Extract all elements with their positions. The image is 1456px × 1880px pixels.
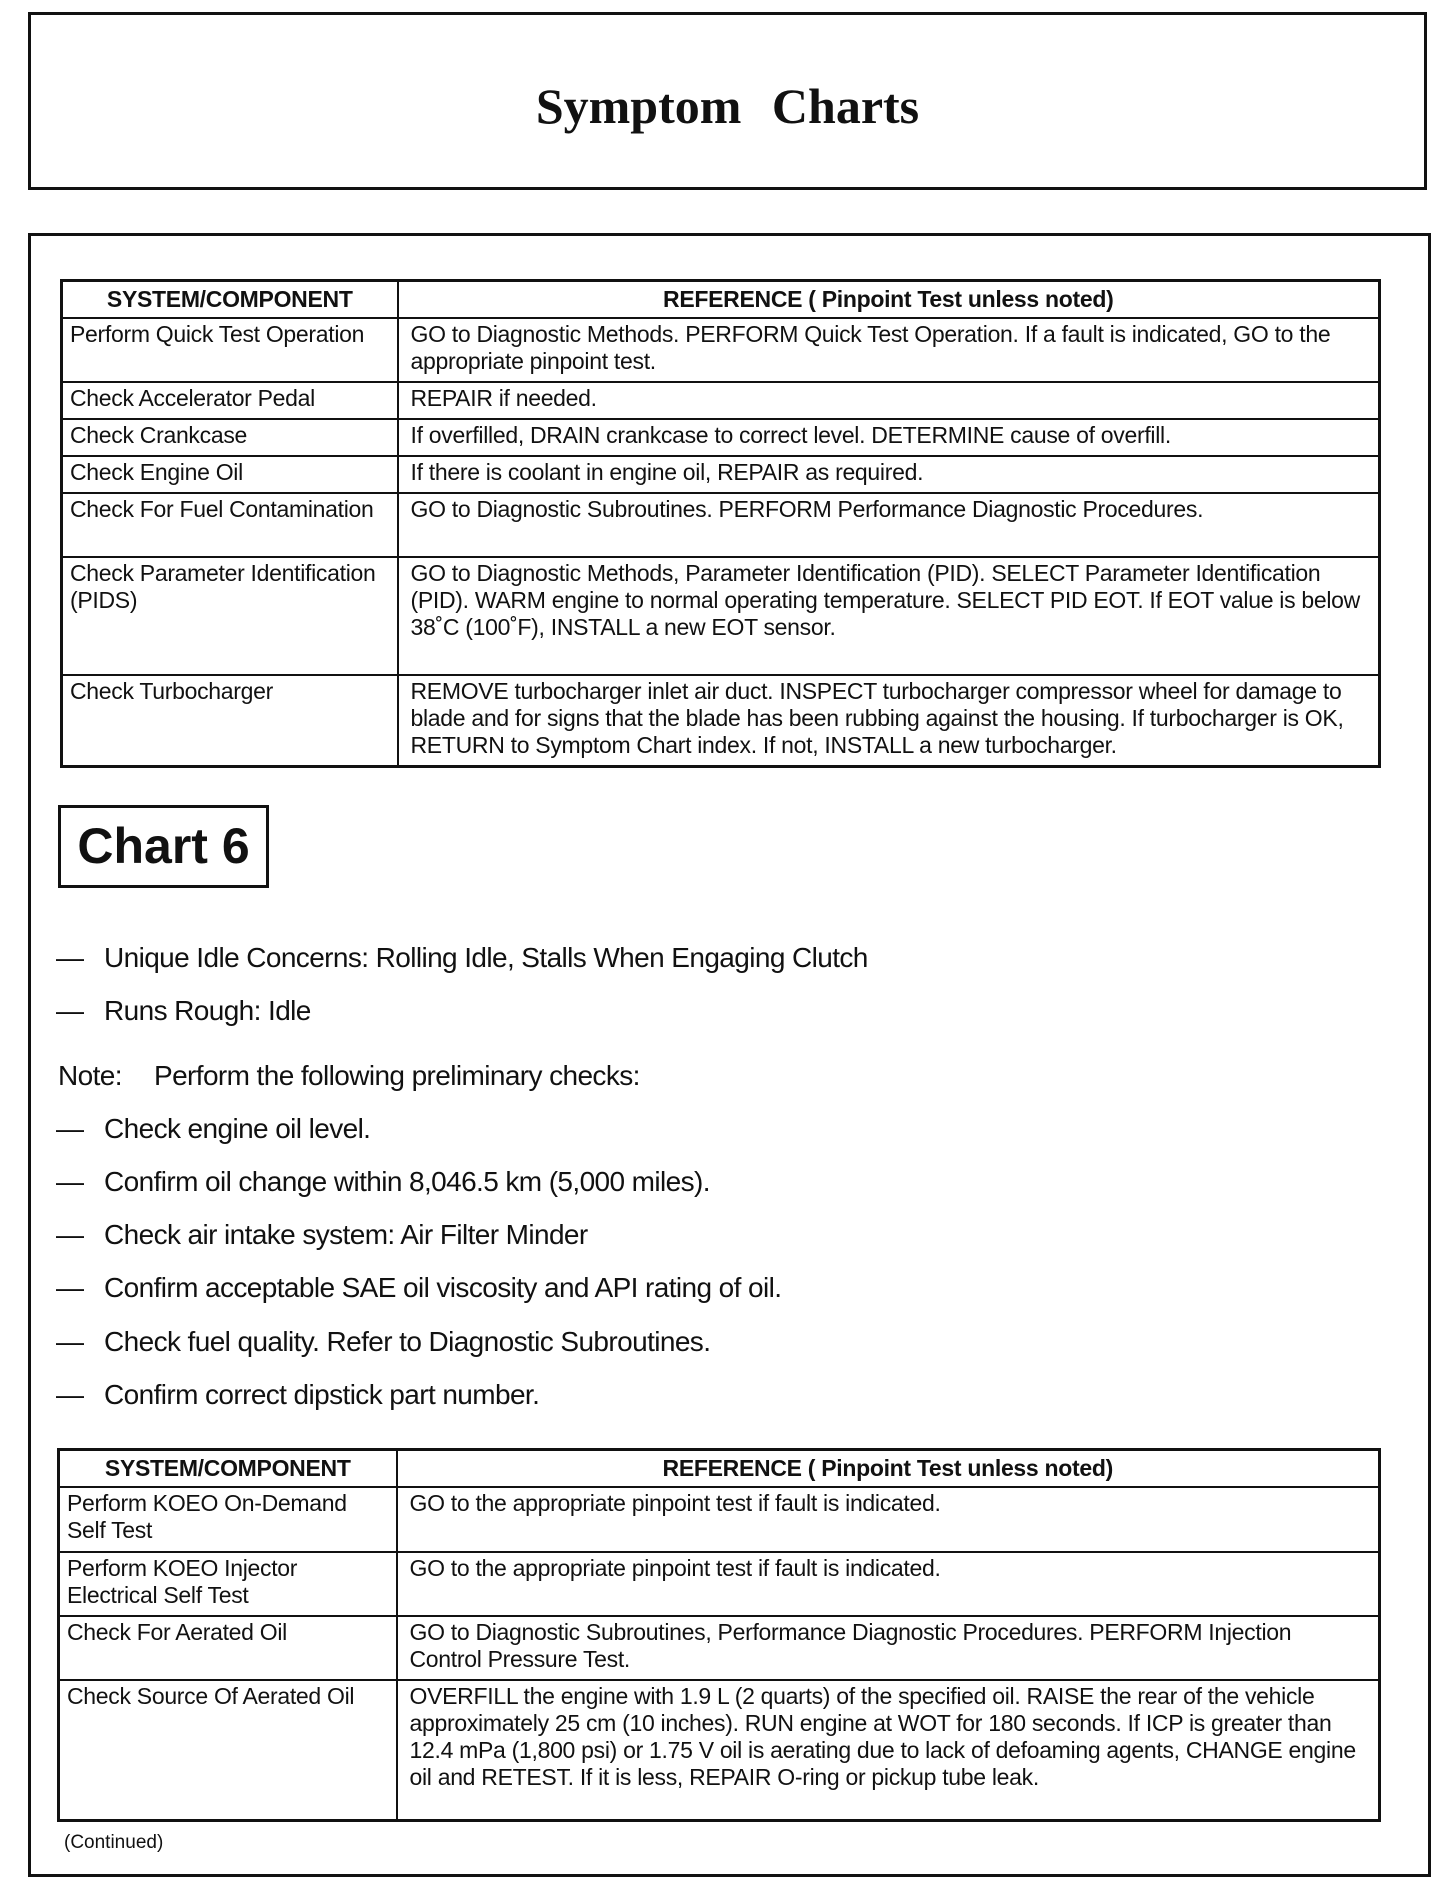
reference-cell: GO to Diagnostic Methods, Parameter Identification (PID). SELECT Parameter Identification (PID). WARM engine to normal operating temperature. SELECT PID EOT. If EOT value is below 38˚C (100˚F), INSTALL a new EOT sensor. [398,557,1380,675]
system-cell: Check Turbocharger [62,675,398,767]
system-cell: Check Source Of Aerated Oil [59,1680,397,1821]
symptom-text: Unique Idle Concerns: Rolling Idle, Stalls When Engaging Clutch [104,942,868,973]
table-row [62,419,1380,456]
table-row [62,456,1380,493]
table-row [59,1616,1380,1680]
symptom-item [56,995,311,1027]
check-item [56,1326,710,1358]
table-row [62,675,1380,767]
dash-bullet: — [56,1113,84,1144]
reference-cell: GO to Diagnostic Subroutines. PERFORM Performance Diagnostic Procedures. [398,493,1380,557]
system-cell: Check For Fuel Contamination [62,493,398,557]
system-cell: Check Crankcase [62,419,398,456]
table-row [62,557,1380,675]
check-text: Confirm correct dipstick part number. [104,1379,540,1410]
check-text: Confirm acceptable SAE oil viscosity and API rating of oil. [104,1272,782,1303]
dash-bullet: — [56,1326,84,1357]
check-item [56,1166,710,1198]
check-text: Check engine oil level. [104,1113,371,1144]
symptom-item [56,942,868,974]
dash-bullet: — [56,1379,84,1410]
table-row [59,1680,1380,1821]
system-cell: Perform KOEO Injector Electrical Self Test [59,1552,397,1616]
dash-bullet: — [56,1219,84,1250]
column-header-system: SYSTEM/COMPONENT [62,281,398,318]
check-item [56,1219,588,1251]
page-header-box [28,12,1427,190]
reference-cell: If overfilled, DRAIN crankcase to correct level. DETERMINE cause of overfill. [398,419,1380,456]
symptom-table-2 [57,1448,1381,1822]
chart-6-title: Chart 6 [58,805,269,888]
table-row [59,1552,1380,1616]
dash-bullet: — [56,1166,84,1197]
reference-cell: GO to Diagnostic Methods. PERFORM Quick Test Operation. If a fault is indicated, GO to the appropriate pinpoint test. [398,318,1380,382]
system-cell: Check Accelerator Pedal [62,382,398,419]
system-cell: Perform KOEO On-Demand Self Test [59,1487,397,1552]
note-label: Note: [58,1060,122,1091]
reference-cell: REPAIR if needed. [398,382,1380,419]
check-text: Check air intake system: Air Filter Minder [104,1219,588,1250]
system-cell: Check Parameter Identification (PIDS) [62,557,398,675]
table-row [62,493,1380,557]
table-row [62,382,1380,419]
reference-cell: GO to Diagnostic Subroutines, Performance Diagnostic Procedures. PERFORM Injection Control Pressure Test. [397,1616,1380,1680]
column-header-reference: REFERENCE ( Pinpoint Test unless noted) [397,1450,1380,1487]
table-header-row [59,1450,1380,1487]
dash-bullet: — [56,1272,84,1303]
check-item [56,1379,539,1411]
symptom-table-1 [60,279,1381,768]
note-text: Perform the following preliminary checks: [154,1060,640,1091]
check-item [56,1113,370,1145]
page-title: Symptom Charts [535,78,920,134]
system-cell: Check For Aerated Oil [59,1616,397,1680]
reference-cell: If there is coolant in engine oil, REPAIR as required. [398,456,1380,493]
symptom-text: Runs Rough: Idle [104,995,311,1026]
table-header-row [62,281,1380,318]
column-header-reference: REFERENCE ( Pinpoint Test unless noted) [398,281,1380,318]
system-cell: Check Engine Oil [62,456,398,493]
table-row [59,1487,1380,1552]
dash-bullet: — [56,995,84,1026]
continued-note: (Continued) [64,1832,164,1853]
system-cell: Perform Quick Test Operation [62,318,398,382]
check-item [56,1272,781,1304]
dash-bullet: — [56,942,84,973]
column-header-system: SYSTEM/COMPONENT [59,1450,397,1487]
reference-cell: GO to the appropriate pinpoint test if fault is indicated. [397,1552,1380,1616]
reference-cell: OVERFILL the engine with 1.9 L (2 quarts) of the specified oil. RAISE the rear of the vehicle approximately 25 cm (10 inches). RUN engine at WOT for 180 seconds. If ICP is greater than 12.4 mPa (1,800 psi) or 1.75 V oil is aerating due to lack of defoaming agents, CHANGE engine oil and RETEST. If it is less, REPAIR O-ring or pickup tube leak. [397,1680,1380,1821]
reference-cell: REMOVE turbocharger inlet air duct. INSPECT turbocharger compressor wheel for damage to blade and for signs that the blade has been rubbing against the housing. If turbocharger is OK, RETURN to Symptom Chart index. If not, INSTALL a new turbocharger. [398,675,1380,767]
note-line [58,1060,640,1092]
check-text: Confirm oil change within 8,046.5 km (5,000 miles). [104,1166,710,1197]
reference-cell: GO to the appropriate pinpoint test if fault is indicated. [397,1487,1380,1552]
table-row [62,318,1380,382]
check-text: Check fuel quality. Refer to Diagnostic Subroutines. [104,1326,711,1357]
